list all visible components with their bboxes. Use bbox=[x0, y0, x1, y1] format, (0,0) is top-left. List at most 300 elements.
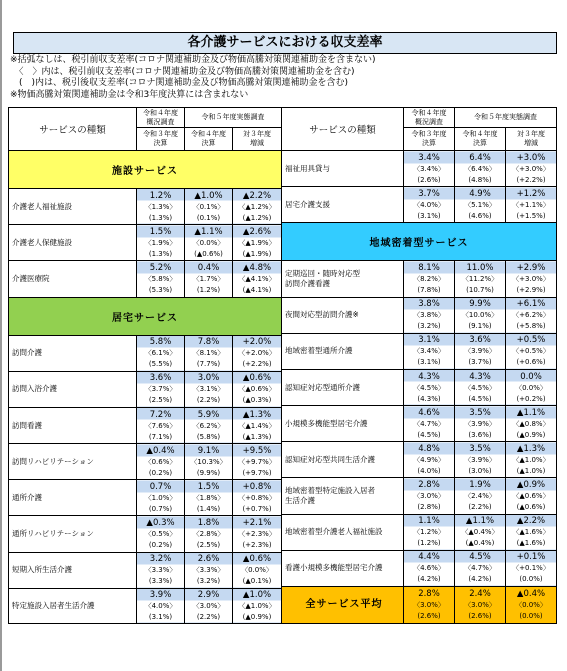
pretax-margin: 3.1% bbox=[418, 335, 440, 346]
value-cell bbox=[233, 371, 282, 407]
posttax-margin: (2.6%) bbox=[417, 175, 441, 184]
value-cell bbox=[137, 188, 185, 224]
posttax-margin: (▲1.6%) bbox=[516, 539, 546, 548]
pretax-margin: 1.5% bbox=[149, 226, 172, 237]
value-cell bbox=[506, 406, 557, 442]
value-cell bbox=[506, 261, 557, 297]
pretax-margin: ▲2.2% bbox=[516, 516, 546, 527]
posttax-margin: (7.8%) bbox=[417, 285, 441, 294]
posttax-margin: (3.2%) bbox=[417, 322, 441, 331]
value-cell bbox=[455, 297, 506, 333]
pretax-margin: ▲1.0% bbox=[194, 190, 223, 201]
posttax-margin: (+1.5%) bbox=[516, 211, 546, 220]
posttax-margin: (1.2%) bbox=[196, 285, 221, 294]
pretax-margin: 2.8% bbox=[418, 588, 440, 599]
posttax-margin: (7.1%) bbox=[148, 432, 173, 441]
header-service-type: サービスの種類 bbox=[282, 108, 404, 151]
posttax-margin: (▲1.0%) bbox=[516, 466, 546, 475]
value-cell bbox=[404, 550, 455, 586]
value-cell bbox=[233, 480, 282, 516]
posttax-margin: (4.3%) bbox=[417, 394, 441, 403]
posttax-margin: (0.7%) bbox=[148, 504, 173, 513]
posttax-margin: (4.2%) bbox=[417, 575, 441, 584]
category-header: 地域密着型サービス bbox=[282, 223, 557, 261]
posttax-margin: (0.2%) bbox=[148, 541, 173, 550]
pretax-margin-with-subsidy: 〈0.0%〉 bbox=[515, 383, 547, 392]
pretax-margin-with-subsidy: 〈3.9%〉 bbox=[464, 347, 496, 356]
pretax-margin: 3.8% bbox=[418, 299, 440, 310]
pretax-margin-with-subsidy: 〈+0.1%〉 bbox=[512, 564, 550, 573]
service-name: 通所介護 bbox=[9, 480, 137, 516]
pretax-margin: 2.4% bbox=[469, 588, 491, 599]
pretax-margin: 9.9% bbox=[469, 299, 491, 310]
pretax-margin-with-subsidy: 〈4.5%〉 bbox=[464, 383, 496, 392]
value-cell bbox=[185, 371, 233, 407]
header-r3: 令和３年度 決算 bbox=[404, 128, 455, 151]
value-cell bbox=[455, 550, 506, 586]
pretax-margin-with-subsidy: 〈5.8%〉 bbox=[144, 274, 177, 283]
pretax-margin: 0.0% bbox=[520, 371, 542, 382]
posttax-margin: (4.8%) bbox=[468, 175, 492, 184]
pretax-margin: 1.1% bbox=[418, 516, 440, 527]
pretax-margin: 3.0% bbox=[197, 373, 220, 384]
pretax-margin: ▲2.6% bbox=[242, 226, 272, 237]
pretax-margin: 3.2% bbox=[149, 554, 172, 565]
service-name: 短期入所生活介護 bbox=[9, 552, 137, 588]
posttax-margin: (4.2%) bbox=[468, 575, 492, 584]
value-cell bbox=[137, 552, 185, 588]
service-name: 認知症対応型通所介護 bbox=[282, 369, 404, 405]
pretax-margin-with-subsidy: 〈3.0%〉 bbox=[413, 492, 445, 501]
pretax-margin-with-subsidy: 〈4.0%〉 bbox=[413, 200, 445, 209]
pretax-margin: 4.3% bbox=[418, 371, 440, 382]
pretax-margin-with-subsidy: 〈▲1.9%〉 bbox=[238, 238, 276, 247]
pretax-margin: 8.1% bbox=[418, 262, 440, 273]
value-cell bbox=[185, 588, 233, 623]
pretax-margin-with-subsidy: 〈0.6%〉 bbox=[144, 457, 177, 466]
posttax-margin: (1.2%) bbox=[417, 539, 441, 548]
service-name: 訪問介護 bbox=[9, 335, 137, 371]
service-name: 地域密着型通所介護 bbox=[282, 333, 404, 369]
service-name: 定期巡回・随時対応型 訪問介護看護 bbox=[282, 261, 404, 297]
pretax-margin: 3.6% bbox=[149, 373, 172, 384]
note-line: ※物価高騰対策関連補助金は令和3年度決算には含まれない bbox=[10, 89, 249, 100]
service-name: 地域密着型特定施設入居者 生活介護 bbox=[282, 478, 404, 514]
pretax-margin-with-subsidy: 〈+3.0%〉 bbox=[512, 274, 550, 283]
value-cell bbox=[455, 406, 506, 442]
posttax-margin: (+0.7%) bbox=[242, 504, 272, 513]
value-cell bbox=[137, 516, 185, 552]
total-average-label: 全サービス平均 bbox=[282, 587, 404, 624]
posttax-margin: (1.3%) bbox=[148, 249, 173, 258]
header-r4: 令和４年度 決算 bbox=[455, 128, 506, 151]
pretax-margin-with-subsidy: 〈▲1.0%〉 bbox=[238, 601, 276, 610]
pretax-margin-with-subsidy: 〈+0.5%〉 bbox=[512, 347, 550, 356]
pretax-margin: ▲0.9% bbox=[516, 480, 546, 491]
pretax-margin: 7.2% bbox=[149, 409, 172, 420]
pretax-margin-with-subsidy: 〈1.8%〉 bbox=[192, 493, 225, 502]
pretax-margin-with-subsidy: 〈3.1%〉 bbox=[192, 385, 225, 394]
pretax-margin-with-subsidy: 〈1.2%〉 bbox=[413, 528, 445, 537]
posttax-margin: (2.2%) bbox=[196, 612, 221, 621]
posttax-margin: (4.0%) bbox=[417, 466, 441, 475]
value-cell bbox=[185, 261, 233, 297]
notes-block bbox=[10, 55, 558, 101]
value-cell bbox=[404, 369, 455, 405]
posttax-margin: (1.3%) bbox=[148, 213, 173, 222]
pretax-margin-with-subsidy: 〈11.2%〉 bbox=[461, 274, 499, 283]
service-name: 通所リハビリテーション bbox=[9, 516, 137, 552]
value-cell bbox=[137, 371, 185, 407]
pretax-margin-with-subsidy: 〈+2.0%〉 bbox=[238, 349, 276, 358]
pretax-margin-with-subsidy: 〈3.9%〉 bbox=[464, 419, 496, 428]
pretax-margin: 9.1% bbox=[197, 445, 220, 456]
posttax-margin: (+2.2%) bbox=[516, 175, 546, 184]
pretax-margin-with-subsidy: 〈7.6%〉 bbox=[144, 421, 177, 430]
pretax-margin: +2.0% bbox=[242, 337, 272, 348]
category-header: 施設サービス bbox=[9, 151, 282, 189]
posttax-margin: (▲0.6%) bbox=[194, 249, 223, 258]
value-cell bbox=[455, 151, 506, 187]
value-cell bbox=[506, 151, 557, 187]
pretax-margin: 0.4% bbox=[197, 262, 220, 273]
value-cell bbox=[455, 369, 506, 405]
pretax-margin: ▲0.6% bbox=[242, 373, 272, 384]
value-cell bbox=[137, 261, 185, 297]
pretax-margin-with-subsidy: 〈0.0%〉 bbox=[515, 600, 547, 609]
posttax-margin: (3.3%) bbox=[148, 577, 173, 586]
value-cell bbox=[233, 552, 282, 588]
pretax-margin-with-subsidy: 〈0.0%〉 bbox=[192, 238, 225, 247]
posttax-margin: (▲1.9%) bbox=[242, 249, 272, 258]
posttax-margin: (4.5%) bbox=[468, 394, 492, 403]
value-cell bbox=[404, 478, 455, 514]
pretax-margin: ▲1.3% bbox=[516, 443, 546, 454]
value-cell bbox=[185, 335, 233, 371]
pretax-margin-with-subsidy: 〈+3.0%〉 bbox=[512, 164, 550, 173]
pretax-margin-with-subsidy: 〈3.3%〉 bbox=[192, 566, 225, 575]
value-cell bbox=[455, 478, 506, 514]
posttax-margin: (3.1%) bbox=[417, 358, 441, 367]
value-cell bbox=[233, 407, 282, 443]
posttax-margin: (+9.7%) bbox=[242, 468, 272, 477]
value-cell bbox=[233, 444, 282, 480]
pretax-margin-with-subsidy: 〈3.8%〉 bbox=[413, 311, 445, 320]
value-cell bbox=[185, 444, 233, 480]
header-r4: 令和４年度 決算 bbox=[185, 128, 233, 151]
pretax-margin: 3.5% bbox=[469, 407, 491, 418]
pretax-margin: 3.6% bbox=[469, 335, 491, 346]
pretax-margin-with-subsidy: 〈+9.7%〉 bbox=[238, 457, 276, 466]
posttax-margin: (1.4%) bbox=[196, 504, 221, 513]
posttax-margin: (2.5%) bbox=[148, 396, 173, 405]
pretax-margin-with-subsidy: 〈4.7%〉 bbox=[464, 564, 496, 573]
posttax-margin: (2.5%) bbox=[196, 541, 221, 550]
pretax-margin: +2.9% bbox=[516, 262, 546, 273]
pretax-margin-with-subsidy: 〈8.2%〉 bbox=[413, 274, 445, 283]
header-survey-r5: 令和５年度実態調査 bbox=[455, 108, 557, 128]
value-cell bbox=[404, 261, 455, 297]
pretax-margin: +2.1% bbox=[242, 518, 272, 529]
pretax-margin-with-subsidy: 〈2.4%〉 bbox=[464, 492, 496, 501]
posttax-margin: (0.0%) bbox=[519, 611, 543, 620]
pretax-margin-with-subsidy: 〈10.0%〉 bbox=[461, 311, 499, 320]
pretax-margin-with-subsidy: 〈1.9%〉 bbox=[144, 238, 177, 247]
value-cell bbox=[233, 516, 282, 552]
margin-table bbox=[8, 107, 557, 624]
pretax-margin: 4.8% bbox=[418, 443, 440, 454]
pretax-margin-with-subsidy: 〈+1.1%〉 bbox=[512, 200, 550, 209]
pretax-margin-with-subsidy: 〈8.1%〉 bbox=[192, 349, 225, 358]
posttax-margin: (▲0.4%) bbox=[465, 539, 495, 548]
value-cell bbox=[506, 297, 557, 333]
header-survey-r5: 令和５年度実態調査 bbox=[185, 108, 282, 128]
pretax-margin: 4.5% bbox=[469, 552, 491, 563]
value-cell bbox=[506, 587, 557, 624]
posttax-margin: (▲1.2%) bbox=[242, 213, 272, 222]
pretax-margin: +0.1% bbox=[516, 552, 546, 563]
posttax-margin: (3.2%) bbox=[196, 577, 221, 586]
pretax-margin-with-subsidy: 〈▲1.4%〉 bbox=[238, 421, 276, 430]
value-cell bbox=[455, 261, 506, 297]
note-line: ( )内は、税引後収支差率(コロナ関連補助金及び物価高騰対策関連補助金を含む) bbox=[10, 78, 349, 88]
pretax-margin-with-subsidy: 〈▲0.6%〉 bbox=[238, 385, 276, 394]
note-line: ※括弧なしは、税引前収支差率(コロナ関連補助金及び物価高騰対策関連補助金を含まない) bbox=[10, 55, 376, 65]
value-cell bbox=[506, 550, 557, 586]
pretax-margin: 2.6% bbox=[197, 554, 220, 565]
pretax-margin: 4.3% bbox=[469, 371, 491, 382]
value-cell bbox=[137, 588, 185, 623]
value-cell bbox=[455, 333, 506, 369]
pretax-margin: 2.8% bbox=[418, 480, 440, 491]
pretax-margin: 5.2% bbox=[149, 262, 172, 273]
posttax-margin: (▲0.9%) bbox=[516, 430, 546, 439]
pretax-margin: 3.7% bbox=[418, 188, 440, 199]
pretax-margin: +6.1% bbox=[516, 299, 546, 310]
pretax-margin-with-subsidy: 〈4.9%〉 bbox=[413, 455, 445, 464]
service-name: 居宅介護支援 bbox=[282, 187, 404, 223]
pretax-margin: 1.5% bbox=[197, 481, 220, 492]
header-diff: 対３年度 増減 bbox=[233, 128, 282, 151]
pretax-margin: 4.6% bbox=[418, 407, 440, 418]
note-line: 〈 〉内は、税引前収支差率(コロナ関連補助金及び物価高騰対策関連補助金を含む) bbox=[10, 66, 355, 77]
value-cell bbox=[185, 225, 233, 261]
pretax-margin-with-subsidy: 〈▲1.6%〉 bbox=[512, 528, 550, 537]
pretax-margin: ▲2.2% bbox=[242, 190, 272, 201]
service-name: 訪問リハビリテーション bbox=[9, 444, 137, 480]
pretax-margin-with-subsidy: 〈3.9%〉 bbox=[464, 455, 496, 464]
pretax-margin-with-subsidy: 〈▲1.0%〉 bbox=[512, 455, 550, 464]
pretax-margin: ▲0.4% bbox=[516, 588, 546, 599]
value-cell bbox=[404, 333, 455, 369]
posttax-margin: (0.2%) bbox=[148, 468, 173, 477]
pretax-margin-with-subsidy: 〈0.0%〉 bbox=[241, 566, 273, 575]
header-r3: 令和３年度 決算 bbox=[137, 128, 185, 151]
posttax-margin: (9.9%) bbox=[196, 468, 221, 477]
category-header: 居宅サービス bbox=[9, 297, 282, 335]
pretax-margin-with-subsidy: 〈3.0%〉 bbox=[464, 600, 496, 609]
pretax-margin-with-subsidy: 〈5.1%〉 bbox=[464, 200, 496, 209]
pretax-margin: ▲1.1% bbox=[516, 407, 546, 418]
pretax-margin-with-subsidy: 〈0.5%〉 bbox=[144, 530, 177, 539]
posttax-margin: (3.6%) bbox=[468, 430, 492, 439]
posttax-margin: (3.1%) bbox=[148, 612, 173, 621]
posttax-margin: (2.8%) bbox=[417, 503, 441, 512]
pretax-margin: 5.8% bbox=[149, 337, 172, 348]
value-cell bbox=[137, 335, 185, 371]
pretax-margin-with-subsidy: 〈3.0%〉 bbox=[192, 601, 225, 610]
posttax-margin: (2.2%) bbox=[196, 396, 221, 405]
posttax-margin: (▲0.1%) bbox=[242, 577, 272, 586]
posttax-margin: (+5.8%) bbox=[516, 322, 546, 331]
service-name: 福祉用具貸与 bbox=[282, 151, 404, 187]
pretax-margin-with-subsidy: 〈▲0.6%〉 bbox=[512, 492, 550, 501]
pretax-margin: +9.5% bbox=[242, 445, 272, 456]
value-cell bbox=[404, 587, 455, 624]
posttax-margin: (▲0.3%) bbox=[242, 396, 272, 405]
pretax-margin: ▲1.1% bbox=[194, 226, 223, 237]
pretax-margin: 11.0% bbox=[466, 262, 494, 273]
pretax-margin: +3.0% bbox=[516, 152, 546, 163]
value-cell bbox=[233, 588, 282, 623]
value-cell bbox=[137, 444, 185, 480]
pretax-margin: ▲0.3% bbox=[146, 518, 175, 529]
value-cell bbox=[233, 261, 282, 297]
service-name: 特定施設入居者生活介護 bbox=[9, 588, 137, 623]
value-cell bbox=[506, 369, 557, 405]
value-cell bbox=[455, 442, 506, 478]
value-cell bbox=[404, 406, 455, 442]
pretax-margin-with-subsidy: 〈3.7%〉 bbox=[144, 385, 177, 394]
value-cell bbox=[404, 187, 455, 223]
value-cell bbox=[506, 187, 557, 223]
pretax-margin-with-subsidy: 〈6.4%〉 bbox=[464, 164, 496, 173]
service-name: 小規模多機能型居宅介護 bbox=[282, 406, 404, 442]
posttax-margin: (▲0.6%) bbox=[516, 503, 546, 512]
pretax-margin-with-subsidy: 〈1.7%〉 bbox=[192, 274, 225, 283]
pretax-margin-with-subsidy: 〈▲4.1%〉 bbox=[238, 274, 276, 283]
pretax-margin: +0.5% bbox=[516, 335, 546, 346]
value-cell bbox=[455, 587, 506, 624]
posttax-margin: (3.1%) bbox=[417, 211, 441, 220]
pretax-margin-with-subsidy: 〈▲1.2%〉 bbox=[238, 202, 276, 211]
posttax-margin: (2.6%) bbox=[417, 611, 441, 620]
pretax-margin-with-subsidy: 〈3.4%〉 bbox=[413, 347, 445, 356]
pretax-margin-with-subsidy: 〈6.2%〉 bbox=[192, 421, 225, 430]
posttax-margin: (0.0%) bbox=[519, 575, 543, 584]
value-cell bbox=[404, 514, 455, 550]
pretax-margin: +1.2% bbox=[516, 188, 546, 199]
pretax-margin: 3.4% bbox=[418, 152, 440, 163]
value-cell bbox=[137, 407, 185, 443]
posttax-margin: (+0.2%) bbox=[516, 394, 546, 403]
pretax-margin-with-subsidy: 〈4.0%〉 bbox=[144, 601, 177, 610]
pretax-margin: 1.9% bbox=[469, 480, 491, 491]
posttax-margin: (4.6%) bbox=[468, 211, 492, 220]
pretax-margin: 3.9% bbox=[149, 589, 172, 600]
value-cell bbox=[185, 188, 233, 224]
posttax-margin: (▲4.1%) bbox=[242, 285, 272, 294]
pretax-margin-with-subsidy: 〈4.7%〉 bbox=[413, 419, 445, 428]
service-name: 夜間対応型訪問介護※ bbox=[282, 297, 404, 333]
pretax-margin: 4.4% bbox=[418, 552, 440, 563]
posttax-margin: (▲0.9%) bbox=[242, 612, 272, 621]
pretax-margin: ▲1.3% bbox=[242, 409, 272, 420]
service-name: 介護老人福祉施設 bbox=[9, 188, 137, 224]
pretax-margin-with-subsidy: 〈1.3%〉 bbox=[144, 202, 177, 211]
value-cell bbox=[233, 225, 282, 261]
posttax-margin: (4.5%) bbox=[417, 430, 441, 439]
pretax-margin: 3.5% bbox=[469, 443, 491, 454]
posttax-margin: (+2.2%) bbox=[242, 360, 272, 369]
value-cell bbox=[506, 478, 557, 514]
service-name: 認知症対応型共同生活介護 bbox=[282, 442, 404, 478]
value-cell bbox=[455, 514, 506, 550]
value-cell bbox=[404, 442, 455, 478]
value-cell bbox=[404, 297, 455, 333]
pretax-margin-with-subsidy: 〈4.5%〉 bbox=[413, 383, 445, 392]
posttax-margin: (▲1.3%) bbox=[242, 432, 272, 441]
header-survey-r4: 令和４年度 概況調査 bbox=[404, 108, 455, 128]
posttax-margin: (2.6%) bbox=[468, 611, 492, 620]
pretax-margin-with-subsidy: 〈+2.3%〉 bbox=[238, 530, 276, 539]
pretax-margin: 6.4% bbox=[469, 152, 491, 163]
value-cell bbox=[185, 480, 233, 516]
header-diff: 対３年度 増減 bbox=[506, 128, 557, 151]
value-cell bbox=[233, 188, 282, 224]
value-cell bbox=[185, 516, 233, 552]
header-service-type: サービスの種類 bbox=[9, 108, 137, 151]
pretax-margin-with-subsidy: 〈3.0%〉 bbox=[413, 600, 445, 609]
value-cell bbox=[137, 225, 185, 261]
value-cell bbox=[506, 442, 557, 478]
posttax-margin: (2.2%) bbox=[468, 503, 492, 512]
pretax-margin-with-subsidy: 〈6.1%〉 bbox=[144, 349, 177, 358]
posttax-margin: (3.0%) bbox=[468, 466, 492, 475]
pretax-margin-with-subsidy: 〈10.3%〉 bbox=[190, 457, 227, 466]
service-name: 看護小規模多機能型居宅介護 bbox=[282, 550, 404, 586]
posttax-margin: (7.7%) bbox=[196, 360, 221, 369]
posttax-margin: (0.1%) bbox=[196, 213, 221, 222]
pretax-margin: ▲1.1% bbox=[465, 516, 495, 527]
service-name: 訪問入浴介護 bbox=[9, 371, 137, 407]
pretax-margin-with-subsidy: 〈3.4%〉 bbox=[413, 164, 445, 173]
pretax-margin: 1.2% bbox=[149, 190, 172, 201]
value-cell bbox=[233, 335, 282, 371]
pretax-margin: ▲1.0% bbox=[242, 589, 272, 600]
value-cell bbox=[506, 333, 557, 369]
value-cell bbox=[506, 514, 557, 550]
header-survey-r4: 令和４年度 概況調査 bbox=[137, 108, 185, 128]
pretax-margin: +0.8% bbox=[242, 481, 272, 492]
posttax-margin: (5.3%) bbox=[148, 285, 173, 294]
posttax-margin: (5.8%) bbox=[196, 432, 221, 441]
pretax-margin-with-subsidy: 〈0.1%〉 bbox=[192, 202, 225, 211]
pretax-margin: 4.9% bbox=[469, 188, 491, 199]
pretax-margin-with-subsidy: 〈2.8%〉 bbox=[192, 530, 225, 539]
service-name: 訪問看護 bbox=[9, 407, 137, 443]
pretax-margin-with-subsidy: 〈+0.8%〉 bbox=[238, 493, 276, 502]
pretax-margin: 1.8% bbox=[197, 518, 220, 529]
pretax-margin-with-subsidy: 〈▲0.8%〉 bbox=[512, 419, 550, 428]
pretax-margin-with-subsidy: 〈▲0.4%〉 bbox=[461, 528, 499, 537]
service-name: 地域密着型介護老人福祉施設 bbox=[282, 514, 404, 550]
pretax-margin-with-subsidy: 〈4.6%〉 bbox=[413, 564, 445, 573]
pretax-margin-with-subsidy: 〈1.0%〉 bbox=[144, 493, 177, 502]
pretax-margin: ▲0.4% bbox=[146, 445, 175, 456]
value-cell bbox=[137, 480, 185, 516]
pretax-margin: ▲4.8% bbox=[242, 262, 272, 273]
